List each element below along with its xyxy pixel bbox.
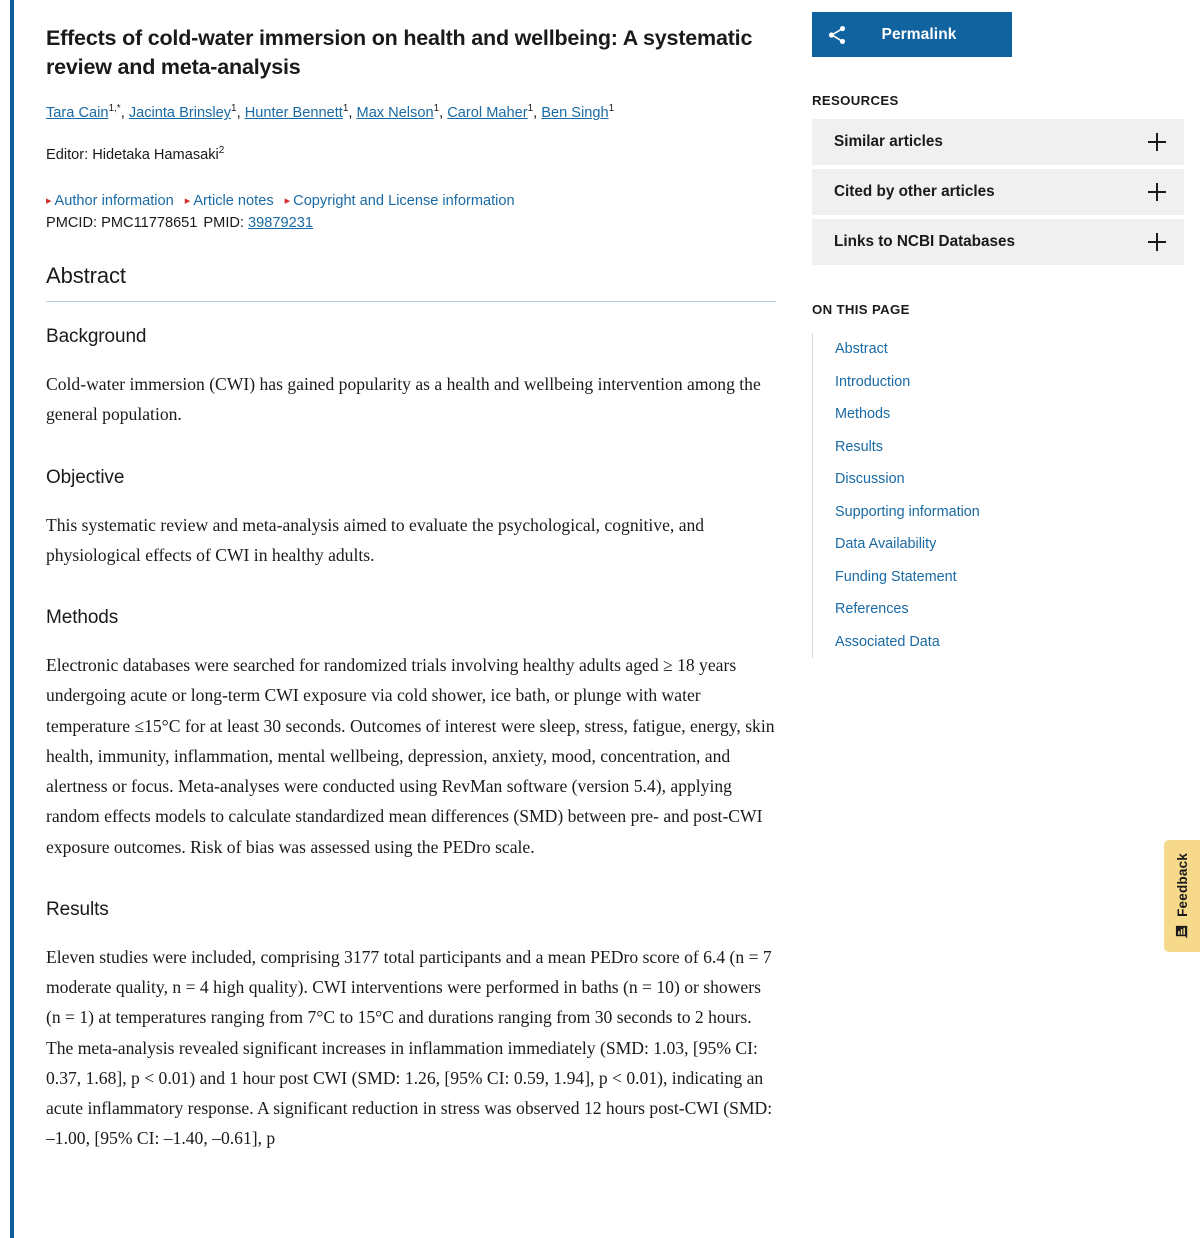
permalink-button-label: Permalink: [881, 25, 957, 43]
toc-item-introduction[interactable]: Introduction: [835, 373, 911, 390]
resources-heading: RESOURCES: [812, 93, 899, 108]
toc-item-supporting-information[interactable]: Supporting information: [835, 503, 980, 520]
toc-item-results[interactable]: Results: [835, 438, 883, 455]
author-link[interactable]: Tara Cain: [46, 105, 109, 122]
expand-author-information[interactable]: [46, 193, 174, 209]
editor-line: [46, 147, 776, 163]
author-affiliation-marker: 1,*: [108, 103, 121, 115]
author-separator: ,: [439, 105, 448, 122]
author-link[interactable]: Jacinta Brinsley: [128, 105, 232, 122]
toc-item-abstract[interactable]: Abstract: [835, 341, 888, 357]
editor-name: Hidetaka Hamasaki: [92, 147, 219, 164]
author-list: [46, 103, 776, 125]
expand-article-notes[interactable]: [185, 193, 274, 209]
author-affiliation-marker: 1: [527, 103, 534, 115]
author-link[interactable]: Ben Singh: [541, 105, 609, 122]
expand-link-label[interactable]: Article notes: [193, 193, 274, 210]
author-affiliation-marker: 1: [231, 103, 237, 115]
identifiers-line: [46, 215, 776, 231]
accordion-cited-by-other-articles[interactable]: [812, 169, 1184, 215]
triangle-right-icon: ▸: [184, 195, 191, 208]
accordion-links-to-ncbi-databases[interactable]: [812, 219, 1184, 265]
toc-item-references[interactable]: References: [835, 601, 909, 617]
section-text-background: Cold-water immersion (CWI) has gained popularity as a health and wellbeing intervention among the general population.: [46, 374, 761, 425]
triangle-right-icon: ▸: [46, 195, 52, 208]
section-heading-background: Background: [46, 326, 147, 348]
editor-label: Editor:: [46, 147, 93, 164]
on-this-page-heading: ON THIS PAGE: [812, 302, 910, 317]
accordion-label: Similar articles: [834, 133, 943, 150]
expand-link-label[interactable]: Copyright and License information: [293, 193, 515, 210]
section-heading-objective: Objective: [46, 466, 125, 488]
section-heading-results: Results: [46, 898, 109, 920]
pmcid-label: PMCID:: [46, 215, 98, 232]
author-link[interactable]: Hunter Bennett: [244, 105, 343, 122]
pmid-label: PMID:: [203, 215, 244, 232]
author-affiliation-marker: 1: [342, 103, 349, 115]
section-text-objective: This systematic review and meta-analysis aimed to evaluate the psychological, cognitive, and physiological effects of CWI in healthy adults.: [46, 514, 705, 565]
author-affiliation-marker: 1: [608, 103, 615, 115]
pmid-link[interactable]: 39879231: [248, 215, 313, 232]
accordion-label: Cited by other articles: [834, 183, 995, 200]
accordion-similar-articles[interactable]: [812, 119, 1184, 165]
toc-item-data-availability[interactable]: Data Availability: [835, 536, 937, 552]
triangle-right-icon: ▸: [284, 195, 291, 208]
expand-link-label[interactable]: Author information: [54, 193, 174, 210]
feedback-label: Feedback: [1174, 853, 1190, 917]
section-heading-methods: Methods: [46, 607, 119, 629]
on-this-page-list: [812, 333, 1184, 658]
toc-item-methods[interactable]: Methods: [835, 406, 891, 422]
author-separator: ,: [348, 105, 357, 122]
section-text-methods: Electronic databases were searched for randomized trials involving healthy adults aged ≥ 18 years undergoing acute or long-term CWI exposure via cold shower, ice bath, or plunge with water temperature ≤15°C for at least 30 seconds. Outcomes of interest were sleep, stress, fatigue, energy, skin health, immunity, inflammation, mental wellbeing, depression, anxiety, mood, concentration, and alertness or focus. Meta-analyses were conducted using RevMan software (version 5.4), applying random effects models to calculate standardized mean differences (SMD) between pre- and post-CWI exposure outcomes. Risk of bias was assessed using the PEDro scale.: [46, 655, 775, 857]
author-link[interactable]: Max Nelson: [356, 105, 434, 122]
on-this-page-section: [812, 302, 1184, 658]
author-affiliation-marker: 1: [433, 103, 440, 115]
accordion-label: Links to NCBI Databases: [834, 233, 1016, 250]
plus-icon[interactable]: [1148, 233, 1166, 251]
editor-affiliation-marker: 2: [218, 145, 225, 157]
toc-item-discussion[interactable]: Discussion: [835, 471, 905, 487]
expand-copyright-license[interactable]: [285, 193, 515, 209]
feedback-chart-icon: [1175, 924, 1190, 939]
permalink-button[interactable]: [812, 12, 1012, 57]
plus-icon[interactable]: [1148, 133, 1166, 151]
toc-item-funding-statement[interactable]: Funding Statement: [835, 568, 957, 585]
author-separator: ,: [120, 105, 129, 122]
sidebar-column: [800, 0, 1200, 1238]
feedback-tab[interactable]: [1164, 840, 1200, 952]
page-title: Effects of cold-water immersion on health and wellbeing: A systematic review and meta-analysis: [46, 26, 753, 79]
section-text-results: Eleven studies were included, comprising 3177 total participants and a mean PEDro score of 6.4 (n = 7 moderate quality, n = 4 high quality). CWI interventions were performed in baths (n = 10) or showers (n = 1) at temperatures ranging from 7°C to 15°C and durations ranging from 30 seconds to 2 hours. The meta-analysis revealed significant increases in inflammation immediately (SMD: 1.03, [95% CI: 0.37, 1.68], p < 0.01) and 1 hour post CWI (SMD: 1.26, [95% CI: 0.59, 1.94], p < 0.01), indicating an acute inflammatory response. A significant reduction in stress was observed 12 hours post-CWI (SMD: –1.00, [95% CI: –1.40, –0.61], p: [46, 946, 773, 1149]
share-icon: [826, 24, 848, 46]
author-link[interactable]: Carol Maher: [447, 105, 528, 122]
plus-icon[interactable]: [1148, 183, 1166, 201]
author-separator: ,: [236, 105, 245, 122]
pmcid-value: PMC11778651: [101, 215, 198, 232]
abstract-heading: Abstract: [46, 263, 776, 302]
expand-links-row: [46, 193, 776, 209]
toc-item-associated-data[interactable]: Associated Data: [835, 633, 940, 650]
author-separator: ,: [533, 105, 542, 122]
